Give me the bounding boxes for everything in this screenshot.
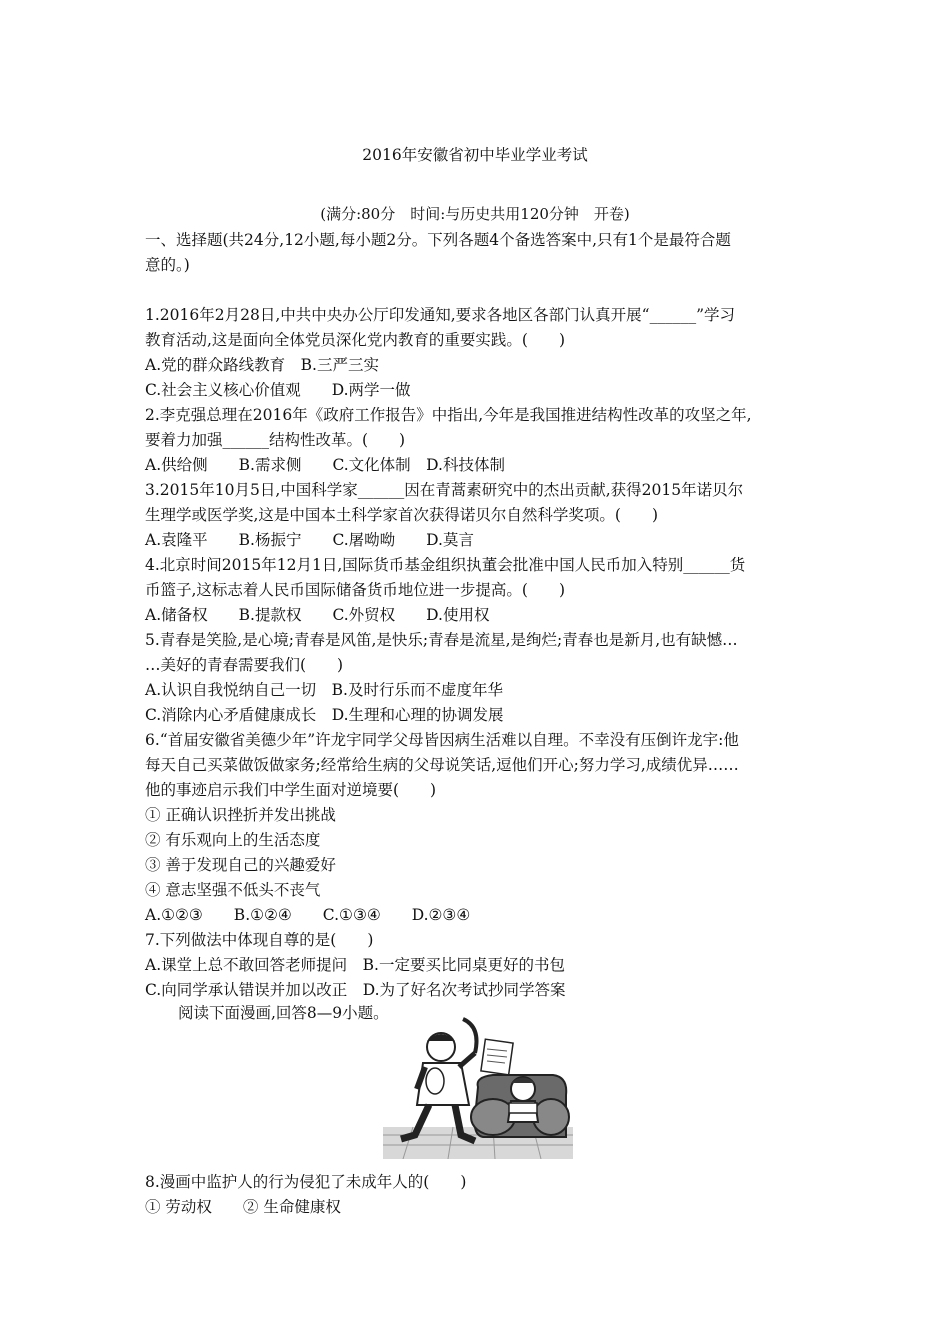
question-3: 3.2015年10月5日,中国科学家______因在青蒿素研究中的杰出贡献,获得2015年诺贝尔 xyxy=(145,481,744,499)
question-8: 8.漫画中监护人的行为侵犯了未成年人的( ) xyxy=(145,1173,467,1191)
question-1-options-ab: A.党的群众路线教育 B.三严三实 xyxy=(145,356,379,374)
question-6-cont: 每天自己买菜做饭做家务;经常给生病的父母说笑话,逗他们开心;努力学习,成绩优异…… xyxy=(145,756,739,774)
question-1-options-cd: C.社会主义核心价值观 D.两学一做 xyxy=(145,381,411,399)
question-7-options-cd: C.向同学承认错误并加以改正 D.为了好名次考试抄同学答案 xyxy=(145,981,566,999)
page-title: 2016年安徽省初中毕业学业考试 xyxy=(362,146,588,164)
question-7-options-ab: A.课堂上总不敢回答老师提问 B.一定要买比同桌更好的书包 xyxy=(145,956,565,974)
question-4-options: A.储备权 B.提款权 C.外贸权 D.使用权 xyxy=(145,606,490,624)
question-4-cont: 币篮子,这标志着人民币国际储备货币地位进一步提高。( ) xyxy=(145,581,566,599)
exam-info: (满分:80分 时间:与历史共用120分钟 开卷) xyxy=(320,205,630,223)
question-6-item-1: ① 正确认识挫折并发出挑战 xyxy=(145,806,336,824)
question-6-item-3: ③ 善于发现自己的兴趣爱好 xyxy=(145,856,336,874)
question-6-cont-2: 他的事迹启示我们中学生面对逆境要( ) xyxy=(145,781,437,799)
section-heading-cont: 意的。) xyxy=(145,256,190,274)
question-6-item-2: ② 有乐观向上的生活态度 xyxy=(145,831,321,849)
question-8-items: ① 劳动权 ② 生命健康权 xyxy=(145,1198,341,1216)
question-6-options: A.①②③ B.①②④ C.①③④ D.②③④ xyxy=(145,906,471,924)
question-3-cont: 生理学或医学奖,这是中国本土科学家首次获得诺贝尔自然科学奖项。( ) xyxy=(145,506,659,524)
question-4: 4.北京时间2015年12月1日,国际货币基金组织执董会批准中国人民币加入特别______货 xyxy=(145,556,746,574)
question-1: 1.2016年2月28日,中共中央办公厅印发通知,要求各地区各部门认真开展“______”学习 xyxy=(145,306,736,324)
question-7: 7.下列做法中体现自尊的是( ) xyxy=(145,931,374,949)
question-2-options: A.供给侧 B.需求侧 C.文化体制 D.科技体制 xyxy=(145,456,505,474)
question-1-cont: 教育活动,这是面向全体党员深化党内教育的重要实践。( ) xyxy=(145,331,566,349)
question-5-options-cd: C.消除内心矛盾健康成长 D.生理和心理的协调发展 xyxy=(145,706,504,724)
question-2: 2.李克强总理在2016年《政府工作报告》中指出,今年是我国推进结构性改革的攻坚之年, xyxy=(145,406,752,424)
question-2-cont: 要着力加强______结构性改革。( ) xyxy=(145,431,406,449)
question-5-cont: …美好的青春需要我们( ) xyxy=(145,656,344,674)
question-6-item-4: ④ 意志坚强不低头不丧气 xyxy=(145,881,321,899)
section-heading: 一、选择题(共24分,12小题,每小题2分。下列各题4个备选答案中,只有1个是最符合题 xyxy=(145,231,731,249)
question-5-options-ab: A.认识自我悦纳自己一切 B.及时行乐而不虚度年华 xyxy=(145,681,503,699)
cartoon-guardian-illustration xyxy=(383,1017,573,1159)
comic-instruction: 阅读下面漫画,回答8—9小题。 xyxy=(178,1004,389,1022)
question-6: 6.“首届安徽省美德少年”许龙宇同学父母皆因病生活难以自理。不幸没有压倒许龙宇:他 xyxy=(145,731,739,749)
question-5: 5.青春是笑脸,是心境;青春是风笛,是快乐;青春是流星,是绚烂;青春也是新月,也有缺憾… xyxy=(145,631,738,649)
question-3-options: A.袁隆平 B.杨振宁 C.屠呦呦 D.莫言 xyxy=(145,531,474,549)
